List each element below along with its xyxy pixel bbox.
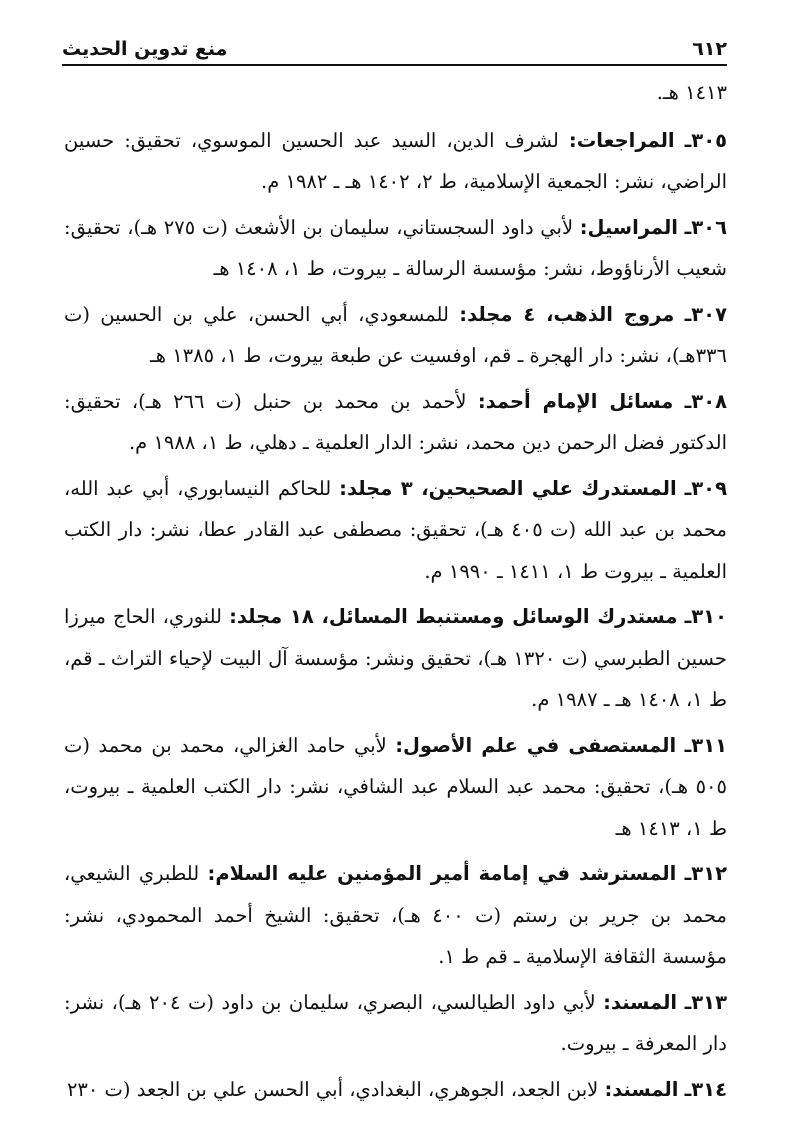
bibliography-entry-305	[64, 120, 727, 203]
entry-body: لأبي حامد الغزالي، محمد بن محمد (ت ٥٠٥ هـ)، تحقيق: محمد عبد السلام عبد الشافي، نشر: دار الكتب العلمية ـ بيروت، ط ١، ١٤١٣ هـ	[64, 733, 727, 840]
entry-title: المستدرك علي الصحيحين، ٣ مجلد:	[339, 476, 677, 500]
bibliography-entry-314	[64, 1069, 727, 1111]
bibliography-entry-312	[64, 853, 727, 978]
entry-number: ٣١١ـ	[684, 733, 728, 757]
page-header	[62, 30, 727, 66]
entry-body: للمسعودي، أبي الحسن، علي بن الحسين (ت ٣٣٦هـ)، نشر: دار الهجرة ـ قم، اوفسيت عن طبعة بيروت، ط ١، ١٣٨٥ هـ	[64, 302, 727, 367]
bibliography-entry-310	[64, 596, 727, 721]
entry-title: المسترشد في إمامة أمير المؤمنين عليه السلام:	[207, 862, 677, 885]
bibliography-entry-313	[64, 982, 727, 1065]
bibliography-list	[64, 72, 727, 1114]
entry-title: المسند:	[604, 1077, 679, 1101]
entry-number: ٣١٣ـ	[684, 990, 727, 1014]
entry-body: للنوري، الحاج ميرزا حسين الطبرسي (ت ١٣٢٠ هـ)، تحقيق ونشر: مؤسسة آل البيت لإحياء التراث ـ قم، ط ١، ١٤٠٨ هـ ـ ١٩٨٧ م.	[64, 605, 727, 711]
entry-body: لأبي داود السجستاني، سليمان بن الأشعث (ت ٢٧٥ هـ)، تحقيق: شعيب الأرناؤوط، نشر: مؤسسة الرسالة ـ بيروت، ط ١، ١٤٠٨ هـ	[64, 215, 727, 280]
entry-number: ٣٠٩ـ	[684, 476, 727, 500]
entry-number: ٣٠٧ـ	[684, 302, 727, 326]
entry-number: ٣١٢ـ	[684, 862, 728, 885]
continuation-text: ١٤١٣ هـ.	[656, 81, 727, 104]
entry-body: لشرف الدين، السيد عبد الحسين الموسوي، تحقيق: حسين الراضي، نشر: الجمعية الإسلامية، ط ٢، ١٤٠٢ هـ ـ ١٩٨٢ م.	[64, 128, 727, 193]
running-title: منع تدوين الحديث	[62, 38, 228, 60]
entry-title: المراسيل:	[579, 215, 678, 239]
bibliography-entry-308	[64, 381, 727, 464]
bibliography-entry-311	[64, 725, 727, 850]
bibliography-entry-309	[64, 468, 727, 593]
entry-title: مسائل الإمام أحمد:	[477, 389, 674, 413]
entry-title: مستدرك الوسائل ومستنبط المسائل، ١٨ مجلد:	[229, 605, 678, 628]
entry-body: للطبري الشيعي، محمد بن جرير بن رستم (ت ٤٠٠ هـ)، تحقيق: الشيخ أحمد المحمودي، نشر: مؤسسة الثقافة الإسلامية ـ قم ط ١.	[64, 862, 727, 968]
entry-number: ٣١٠ـ	[684, 605, 727, 628]
entry-title: مروج الذهب، ٤ مجلد:	[459, 302, 675, 326]
entry-number: ٣٠٨ـ	[684, 389, 728, 413]
entry-title: المستصفى في علم الأصول:	[395, 733, 677, 757]
bibliography-entry-306	[64, 207, 727, 290]
entry-title: المسند:	[603, 990, 678, 1014]
entry-number: ٣٠٥ـ	[684, 128, 728, 152]
entry-body: لابن الجعد، الجوهري، البغدادي، أبي الحسن علي بن الجعد (ت ٢٣٠	[66, 1077, 599, 1101]
entry-body: للحاكم النيسابوري، أبي عبد الله، محمد بن عبد الله (ت ٤٠٥ هـ)، تحقيق: مصطفى عبد القادر عطا، نشر: دار الكتب العلمية ـ بيروت ط ١، ١٤١١ ـ ١٩٩٠ م.	[64, 476, 728, 583]
entry-number: ٣٠٦ـ	[684, 215, 727, 239]
page-number: ٦١٢	[692, 38, 727, 60]
entry-body: لأحمد بن محمد بن حنبل (ت ٢٦٦ هـ)، تحقيق: الدكتور فضل الرحمن دين محمد، نشر: الدار العلمية ـ دهلي، ط ١، ١٩٨٨ م.	[64, 389, 727, 454]
entry-title: المراجعات:	[568, 128, 675, 152]
entry-number: ٣١٤ـ	[684, 1077, 727, 1101]
entry-body: لأبي داود الطيالسي، البصري، سليمان بن داود (ت ٢٠٤ هـ)، نشر: دار المعرفة ـ بيروت.	[64, 990, 727, 1055]
bibliography-entry-307	[64, 294, 727, 377]
